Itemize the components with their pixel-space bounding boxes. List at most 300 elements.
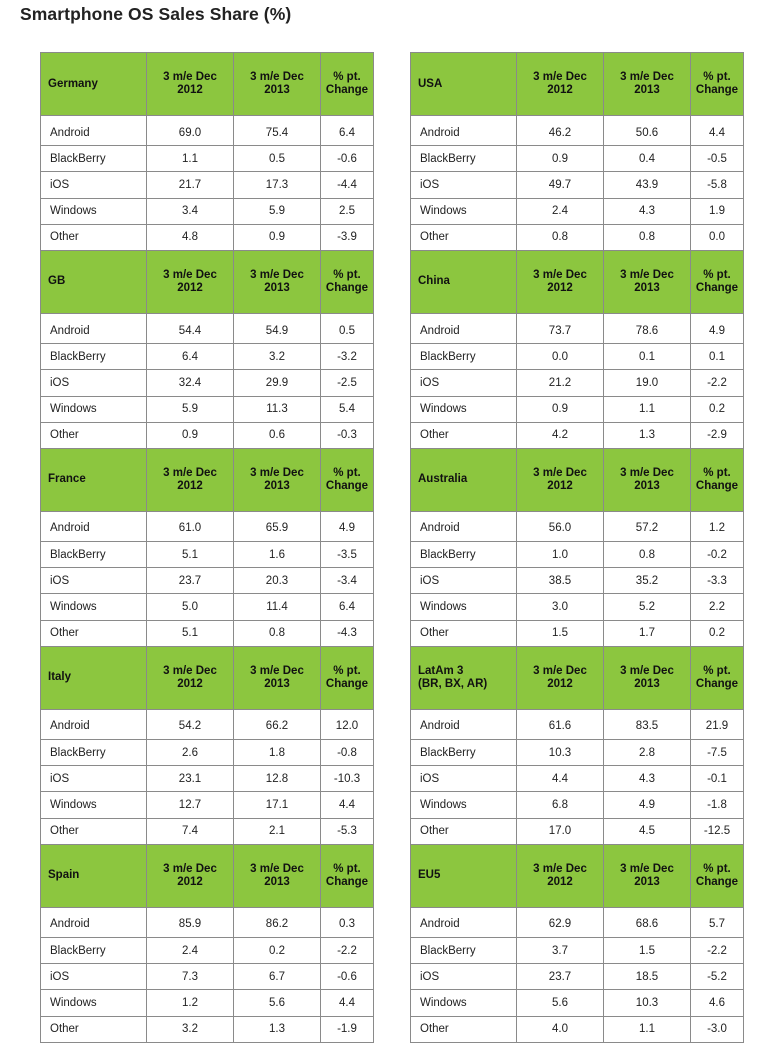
value-2013: 1.1 (604, 1016, 691, 1042)
value-2012: 23.7 (147, 568, 234, 594)
region-name: Australia (411, 448, 517, 511)
pt-change: -0.8 (321, 740, 374, 766)
column-header: 3 m/e Dec 2012 (517, 53, 604, 116)
pt-change: -0.6 (321, 146, 374, 172)
value-2012: 4.0 (517, 1016, 604, 1042)
value-2013: 50.6 (604, 116, 691, 146)
column-header: % pt. Change (321, 448, 374, 511)
value-2013: 43.9 (604, 172, 691, 198)
pt-change: 4.9 (321, 511, 374, 541)
table-row (41, 620, 374, 646)
table-row (41, 568, 374, 594)
region-name: LatAm 3 (BR, BX, AR) (411, 646, 517, 709)
region-name: Spain (41, 844, 147, 907)
table-row (411, 198, 744, 224)
os-name: Windows (411, 396, 517, 422)
table-row (41, 594, 374, 620)
column-header: 3 m/e Dec 2013 (234, 646, 321, 709)
table-row (411, 792, 744, 818)
region-header-row (41, 844, 374, 907)
value-2012: 0.8 (517, 224, 604, 250)
value-2012: 6.8 (517, 792, 604, 818)
value-2012: 12.7 (147, 792, 234, 818)
column-header: % pt. Change (321, 53, 374, 116)
value-2013: 1.1 (604, 396, 691, 422)
value-2012: 2.6 (147, 740, 234, 766)
column-header: % pt. Change (691, 448, 744, 511)
os-name: Other (411, 620, 517, 646)
column-header: 3 m/e Dec 2012 (147, 448, 234, 511)
table-row (41, 116, 374, 146)
value-2012: 21.2 (517, 370, 604, 396)
table-row (41, 937, 374, 963)
region-header-row (411, 53, 744, 116)
os-name: BlackBerry (411, 344, 517, 370)
table-row (411, 511, 744, 541)
pt-change: 0.3 (321, 907, 374, 937)
table-row (411, 1016, 744, 1042)
table-row (411, 818, 744, 844)
os-name: Android (411, 313, 517, 343)
table-row (41, 198, 374, 224)
column-header: 3 m/e Dec 2013 (604, 844, 691, 907)
table-row (411, 937, 744, 963)
value-2012: 5.9 (147, 396, 234, 422)
pt-change: -0.1 (691, 766, 744, 792)
os-name: BlackBerry (411, 542, 517, 568)
os-name: BlackBerry (411, 146, 517, 172)
right-column (410, 52, 743, 1043)
table-row (411, 990, 744, 1016)
os-name: Android (41, 907, 147, 937)
value-2012: 0.9 (517, 396, 604, 422)
value-2013: 1.5 (604, 937, 691, 963)
table-row (411, 542, 744, 568)
value-2012: 5.1 (147, 542, 234, 568)
column-header: 3 m/e Dec 2012 (147, 646, 234, 709)
value-2012: 7.3 (147, 964, 234, 990)
table-row (411, 568, 744, 594)
os-name: BlackBerry (41, 344, 147, 370)
pt-change: 0.0 (691, 224, 744, 250)
value-2012: 10.3 (517, 740, 604, 766)
os-name: Windows (41, 792, 147, 818)
value-2012: 3.2 (147, 1016, 234, 1042)
table-row (41, 740, 374, 766)
table-row (41, 146, 374, 172)
value-2013: 1.8 (234, 740, 321, 766)
value-2013: 2.1 (234, 818, 321, 844)
value-2013: 57.2 (604, 511, 691, 541)
column-header: 3 m/e Dec 2012 (517, 844, 604, 907)
value-2013: 0.8 (604, 542, 691, 568)
value-2013: 0.8 (604, 224, 691, 250)
value-2012: 5.0 (147, 594, 234, 620)
pt-change: -7.5 (691, 740, 744, 766)
os-name: Other (41, 818, 147, 844)
os-name: Android (411, 116, 517, 146)
os-name: Android (411, 709, 517, 739)
table-row (411, 224, 744, 250)
pt-change: -0.6 (321, 964, 374, 990)
column-header: % pt. Change (691, 250, 744, 313)
pt-change: -5.3 (321, 818, 374, 844)
pt-change: -2.9 (691, 422, 744, 448)
value-2012: 4.4 (517, 766, 604, 792)
pt-change: 0.5 (321, 313, 374, 343)
value-2013: 17.3 (234, 172, 321, 198)
value-2013: 29.9 (234, 370, 321, 396)
value-2013: 0.4 (604, 146, 691, 172)
region-name: France (41, 448, 147, 511)
value-2013: 86.2 (234, 907, 321, 937)
os-name: Android (41, 313, 147, 343)
region-name: Italy (41, 646, 147, 709)
os-name: Other (41, 1016, 147, 1042)
value-2013: 4.3 (604, 198, 691, 224)
pt-change: -12.5 (691, 818, 744, 844)
value-2012: 69.0 (147, 116, 234, 146)
pt-change: 2.5 (321, 198, 374, 224)
pt-change: -0.2 (691, 542, 744, 568)
value-2013: 18.5 (604, 964, 691, 990)
table-row (411, 740, 744, 766)
table-row (411, 396, 744, 422)
value-2013: 20.3 (234, 568, 321, 594)
value-2012: 46.2 (517, 116, 604, 146)
value-2012: 73.7 (517, 313, 604, 343)
os-name: iOS (411, 370, 517, 396)
pt-change: -3.0 (691, 1016, 744, 1042)
value-2012: 23.7 (517, 964, 604, 990)
column-header: 3 m/e Dec 2013 (234, 844, 321, 907)
pt-change: -1.9 (321, 1016, 374, 1042)
table-row (41, 370, 374, 396)
table-row (411, 344, 744, 370)
region-name: USA (411, 53, 517, 116)
sales-share-table-right (410, 52, 744, 1043)
table-row (411, 964, 744, 990)
page-title: Smartphone OS Sales Share (%) (20, 4, 292, 24)
os-name: iOS (41, 766, 147, 792)
value-2012: 1.1 (147, 146, 234, 172)
value-2012: 3.7 (517, 937, 604, 963)
os-name: BlackBerry (411, 740, 517, 766)
pt-change: -3.5 (321, 542, 374, 568)
pt-change: -3.4 (321, 568, 374, 594)
pt-change: 5.4 (321, 396, 374, 422)
pt-change: 0.1 (691, 344, 744, 370)
value-2013: 0.5 (234, 146, 321, 172)
os-name: Windows (41, 594, 147, 620)
value-2012: 17.0 (517, 818, 604, 844)
pt-change: -5.8 (691, 172, 744, 198)
value-2013: 5.2 (604, 594, 691, 620)
value-2013: 17.1 (234, 792, 321, 818)
table-row (41, 792, 374, 818)
pt-change: 4.4 (691, 116, 744, 146)
pt-change: -0.5 (691, 146, 744, 172)
value-2012: 0.0 (517, 344, 604, 370)
pt-change: 4.4 (321, 990, 374, 1016)
os-name: Windows (41, 990, 147, 1016)
value-2012: 4.2 (517, 422, 604, 448)
os-name: Android (411, 907, 517, 937)
value-2012: 1.5 (517, 620, 604, 646)
pt-change: -2.2 (691, 370, 744, 396)
column-header: 3 m/e Dec 2012 (517, 646, 604, 709)
os-name: Windows (41, 396, 147, 422)
os-name: Android (41, 511, 147, 541)
column-header: 3 m/e Dec 2012 (147, 53, 234, 116)
value-2013: 4.9 (604, 792, 691, 818)
value-2012: 23.1 (147, 766, 234, 792)
pt-change: -4.3 (321, 620, 374, 646)
table-row (411, 146, 744, 172)
value-2013: 11.3 (234, 396, 321, 422)
column-header: 3 m/e Dec 2013 (604, 448, 691, 511)
value-2013: 0.9 (234, 224, 321, 250)
value-2013: 0.8 (234, 620, 321, 646)
column-header: 3 m/e Dec 2013 (604, 646, 691, 709)
region-header-row (411, 448, 744, 511)
region-header-row (41, 448, 374, 511)
value-2013: 5.9 (234, 198, 321, 224)
table-row (41, 818, 374, 844)
value-2012: 5.1 (147, 620, 234, 646)
table-row (411, 172, 744, 198)
os-name: iOS (411, 172, 517, 198)
value-2013: 1.3 (604, 422, 691, 448)
os-name: iOS (411, 766, 517, 792)
value-2012: 62.9 (517, 907, 604, 937)
column-header: % pt. Change (691, 53, 744, 116)
os-name: BlackBerry (41, 937, 147, 963)
os-name: Android (41, 116, 147, 146)
pt-change: 21.9 (691, 709, 744, 739)
os-name: iOS (411, 964, 517, 990)
pt-change: 6.4 (321, 594, 374, 620)
column-header: 3 m/e Dec 2013 (234, 250, 321, 313)
region-header-row (411, 250, 744, 313)
value-2012: 38.5 (517, 568, 604, 594)
value-2012: 7.4 (147, 818, 234, 844)
pt-change: -3.3 (691, 568, 744, 594)
value-2013: 1.3 (234, 1016, 321, 1042)
value-2012: 1.0 (517, 542, 604, 568)
region-name: GB (41, 250, 147, 313)
pt-change: -2.2 (321, 937, 374, 963)
os-name: BlackBerry (41, 146, 147, 172)
value-2013: 54.9 (234, 313, 321, 343)
os-name: Windows (411, 198, 517, 224)
value-2012: 5.6 (517, 990, 604, 1016)
value-2013: 4.5 (604, 818, 691, 844)
region-header-row (411, 844, 744, 907)
table-row (411, 422, 744, 448)
value-2013: 1.7 (604, 620, 691, 646)
pt-change: -4.4 (321, 172, 374, 198)
os-name: BlackBerry (41, 740, 147, 766)
pt-change: 2.2 (691, 594, 744, 620)
table-row (41, 964, 374, 990)
column-header: 3 m/e Dec 2012 (517, 448, 604, 511)
value-2013: 19.0 (604, 370, 691, 396)
region-name: China (411, 250, 517, 313)
region-name: Germany (41, 53, 147, 116)
column-header: % pt. Change (691, 844, 744, 907)
table-row (41, 709, 374, 739)
column-header: 3 m/e Dec 2013 (234, 448, 321, 511)
value-2012: 2.4 (147, 937, 234, 963)
pt-change: 4.9 (691, 313, 744, 343)
table-row (41, 172, 374, 198)
column-header: % pt. Change (321, 250, 374, 313)
table-row (41, 224, 374, 250)
value-2013: 10.3 (604, 990, 691, 1016)
value-2012: 0.9 (517, 146, 604, 172)
value-2012: 6.4 (147, 344, 234, 370)
value-2012: 0.9 (147, 422, 234, 448)
os-name: iOS (41, 370, 147, 396)
value-2012: 3.0 (517, 594, 604, 620)
os-name: BlackBerry (41, 542, 147, 568)
os-name: Other (411, 224, 517, 250)
value-2013: 1.6 (234, 542, 321, 568)
pt-change: -3.2 (321, 344, 374, 370)
region-header-row (41, 250, 374, 313)
table-row (41, 907, 374, 937)
table-row (41, 990, 374, 1016)
table-row (411, 370, 744, 396)
pt-change: 1.9 (691, 198, 744, 224)
os-name: Windows (411, 990, 517, 1016)
table-row (41, 511, 374, 541)
os-name: iOS (411, 568, 517, 594)
table-row (41, 766, 374, 792)
os-name: Windows (411, 594, 517, 620)
table-row (411, 709, 744, 739)
table-row (411, 620, 744, 646)
value-2012: 56.0 (517, 511, 604, 541)
pt-change: 0.2 (691, 396, 744, 422)
os-name: Other (41, 224, 147, 250)
value-2012: 4.8 (147, 224, 234, 250)
pt-change: 4.6 (691, 990, 744, 1016)
os-name: iOS (41, 568, 147, 594)
os-name: Other (41, 620, 147, 646)
table-row (411, 766, 744, 792)
value-2013: 12.8 (234, 766, 321, 792)
value-2012: 21.7 (147, 172, 234, 198)
value-2013: 4.3 (604, 766, 691, 792)
left-column (40, 52, 373, 1043)
pt-change: -0.3 (321, 422, 374, 448)
pt-change: -2.2 (691, 937, 744, 963)
pt-change: 6.4 (321, 116, 374, 146)
value-2012: 61.6 (517, 709, 604, 739)
value-2013: 0.6 (234, 422, 321, 448)
value-2013: 65.9 (234, 511, 321, 541)
table-row (41, 542, 374, 568)
column-header: % pt. Change (321, 646, 374, 709)
table-row (41, 313, 374, 343)
value-2012: 49.7 (517, 172, 604, 198)
value-2013: 5.6 (234, 990, 321, 1016)
value-2012: 32.4 (147, 370, 234, 396)
table-row (41, 1016, 374, 1042)
value-2012: 85.9 (147, 907, 234, 937)
os-name: BlackBerry (411, 937, 517, 963)
value-2013: 2.8 (604, 740, 691, 766)
region-header-row (411, 646, 744, 709)
column-header: 3 m/e Dec 2012 (147, 844, 234, 907)
pt-change: 5.7 (691, 907, 744, 937)
region-name: EU5 (411, 844, 517, 907)
column-header: 3 m/e Dec 2012 (517, 250, 604, 313)
os-name: iOS (41, 172, 147, 198)
region-header-row (41, 646, 374, 709)
pt-change: 0.2 (691, 620, 744, 646)
pt-change: -2.5 (321, 370, 374, 396)
table-row (41, 344, 374, 370)
value-2012: 61.0 (147, 511, 234, 541)
os-name: Android (411, 511, 517, 541)
column-header: 3 m/e Dec 2012 (147, 250, 234, 313)
value-2013: 6.7 (234, 964, 321, 990)
table-row (411, 116, 744, 146)
value-2013: 11.4 (234, 594, 321, 620)
value-2013: 66.2 (234, 709, 321, 739)
column-header: 3 m/e Dec 2013 (604, 250, 691, 313)
value-2013: 0.2 (234, 937, 321, 963)
os-name: Other (411, 818, 517, 844)
pt-change: 4.4 (321, 792, 374, 818)
table-row (411, 594, 744, 620)
pt-change: 1.2 (691, 511, 744, 541)
value-2013: 3.2 (234, 344, 321, 370)
value-2013: 75.4 (234, 116, 321, 146)
table-row (41, 422, 374, 448)
value-2013: 35.2 (604, 568, 691, 594)
value-2013: 83.5 (604, 709, 691, 739)
region-header-row (41, 53, 374, 116)
table-row (411, 313, 744, 343)
os-name: Android (41, 709, 147, 739)
table-row (41, 396, 374, 422)
column-header: 3 m/e Dec 2013 (234, 53, 321, 116)
value-2012: 54.2 (147, 709, 234, 739)
pt-change: -10.3 (321, 766, 374, 792)
column-header: 3 m/e Dec 2013 (604, 53, 691, 116)
value-2012: 54.4 (147, 313, 234, 343)
pt-change: -5.2 (691, 964, 744, 990)
os-name: Windows (41, 198, 147, 224)
pt-change: -1.8 (691, 792, 744, 818)
os-name: iOS (41, 964, 147, 990)
sales-share-table-left (40, 52, 374, 1043)
value-2013: 78.6 (604, 313, 691, 343)
os-name: Other (411, 422, 517, 448)
pt-change: 12.0 (321, 709, 374, 739)
table-row (411, 907, 744, 937)
value-2012: 2.4 (517, 198, 604, 224)
column-header: % pt. Change (691, 646, 744, 709)
value-2012: 1.2 (147, 990, 234, 1016)
value-2013: 0.1 (604, 344, 691, 370)
os-name: Other (41, 422, 147, 448)
value-2013: 68.6 (604, 907, 691, 937)
